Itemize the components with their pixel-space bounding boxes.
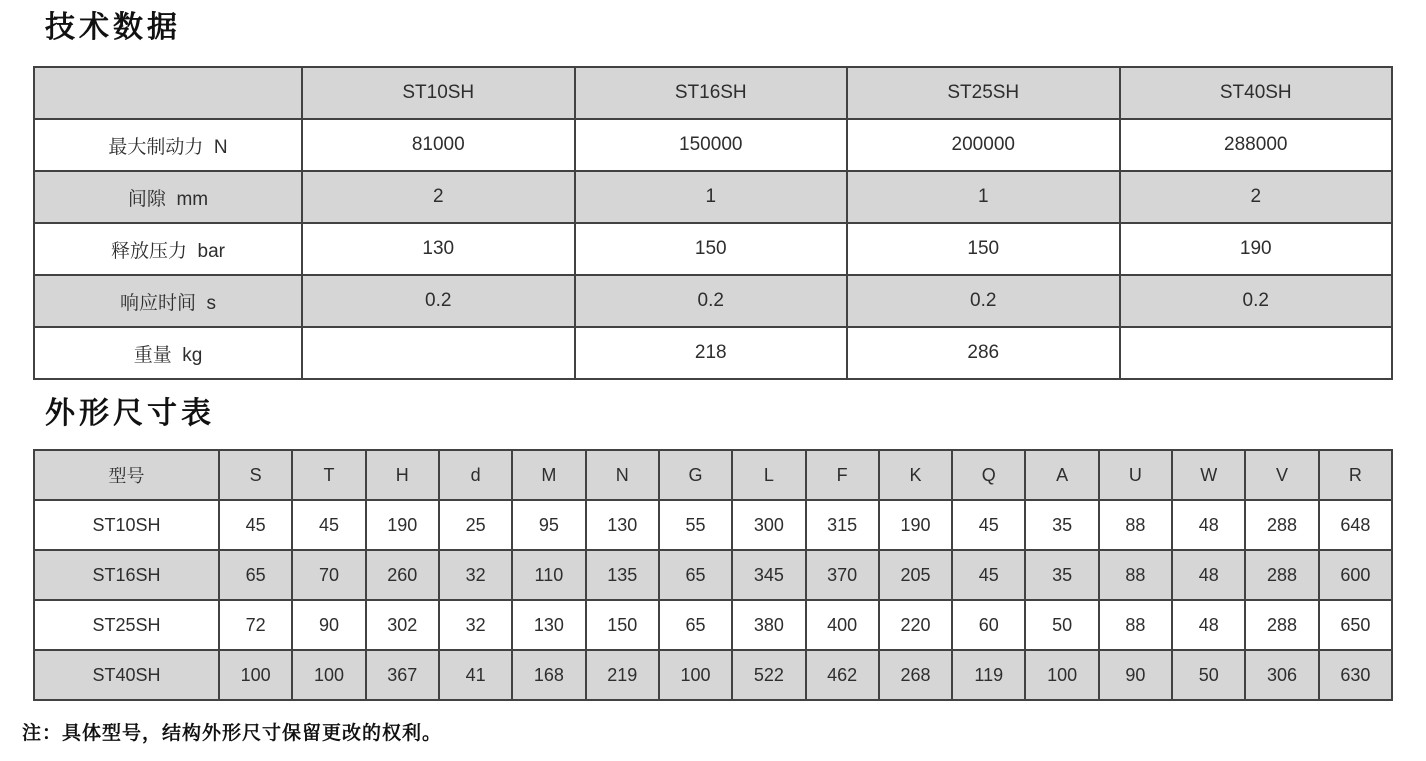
value-cell: 48 <box>1172 500 1245 550</box>
row-label: 释放压力 bar <box>34 223 302 275</box>
row-label: 重量 kg <box>34 327 302 379</box>
column-header: L <box>732 450 805 500</box>
column-header: Q <box>952 450 1025 500</box>
row-label: 响应时间 s <box>34 275 302 327</box>
value-cell: 70 <box>292 550 365 600</box>
value-cell: 45 <box>952 500 1025 550</box>
value-cell: 0.2 <box>575 275 848 327</box>
value-cell: 45 <box>292 500 365 550</box>
value-cell: 150 <box>575 223 848 275</box>
column-header: ST10SH <box>302 67 575 119</box>
footnote: 注：具体型号，结构外形尺寸保留更改的权利。 <box>22 723 443 744</box>
value-cell: 288 <box>1245 500 1318 550</box>
value-cell: 205 <box>879 550 952 600</box>
value-cell: 48 <box>1172 600 1245 650</box>
value-cell: 315 <box>806 500 879 550</box>
row-label: 最大制动力 N <box>34 119 302 171</box>
value-cell: 370 <box>806 550 879 600</box>
dimensions-table <box>33 449 1393 701</box>
value-cell: 130 <box>586 500 659 550</box>
value-cell: 65 <box>659 550 732 600</box>
value-cell: 288 <box>1245 600 1318 650</box>
value-cell: 48 <box>1172 550 1245 600</box>
value-cell: 100 <box>219 650 292 700</box>
value-cell: 260 <box>366 550 439 600</box>
value-cell: 268 <box>879 650 952 700</box>
table-row <box>34 600 1392 650</box>
value-cell: 88 <box>1099 550 1172 600</box>
column-header: U <box>1099 450 1172 500</box>
column-header: K <box>879 450 952 500</box>
column-header: ST25SH <box>847 67 1120 119</box>
value-cell: 286 <box>847 327 1120 379</box>
value-cell: 150000 <box>575 119 848 171</box>
value-cell: 55 <box>659 500 732 550</box>
value-cell: 100 <box>659 650 732 700</box>
value-cell: 0.2 <box>847 275 1120 327</box>
value-cell: 41 <box>439 650 512 700</box>
value-cell: 0.2 <box>302 275 575 327</box>
value-cell: 288000 <box>1120 119 1393 171</box>
column-header: H <box>366 450 439 500</box>
value-cell: 50 <box>1172 650 1245 700</box>
row-label: 间隙 mm <box>34 171 302 223</box>
row-label: ST40SH <box>34 650 219 700</box>
column-header: T <box>292 450 365 500</box>
value-cell: 72 <box>219 600 292 650</box>
table-row <box>34 119 1392 171</box>
value-cell: 168 <box>512 650 585 700</box>
value-cell: 219 <box>586 650 659 700</box>
column-header: d <box>439 450 512 500</box>
header-row <box>34 67 1392 119</box>
column-header: ST40SH <box>1120 67 1393 119</box>
column-header: M <box>512 450 585 500</box>
column-header: A <box>1025 450 1098 500</box>
value-cell: 0.2 <box>1120 275 1393 327</box>
value-cell: 200000 <box>847 119 1120 171</box>
value-cell: 190 <box>1120 223 1393 275</box>
value-cell: 60 <box>952 600 1025 650</box>
value-cell: 110 <box>512 550 585 600</box>
tech-section-title: 技术数据 <box>45 11 181 44</box>
row-label: ST16SH <box>34 550 219 600</box>
table-row <box>34 650 1392 700</box>
value-cell: 367 <box>366 650 439 700</box>
value-cell: 190 <box>366 500 439 550</box>
table-row <box>34 550 1392 600</box>
value-cell: 45 <box>219 500 292 550</box>
value-cell: 1 <box>847 171 1120 223</box>
value-cell: 2 <box>1120 171 1393 223</box>
value-cell: 32 <box>439 550 512 600</box>
column-header: G <box>659 450 732 500</box>
table-row <box>34 500 1392 550</box>
value-cell: 130 <box>512 600 585 650</box>
value-cell: 300 <box>732 500 805 550</box>
value-cell: 2 <box>302 171 575 223</box>
value-cell: 25 <box>439 500 512 550</box>
column-header: S <box>219 450 292 500</box>
value-cell: 88 <box>1099 500 1172 550</box>
value-cell: 88 <box>1099 600 1172 650</box>
value-cell: 288 <box>1245 550 1318 600</box>
value-cell: 302 <box>366 600 439 650</box>
value-cell: 50 <box>1025 600 1098 650</box>
value-cell: 100 <box>292 650 365 700</box>
header-row <box>34 450 1392 500</box>
value-cell: 45 <box>952 550 1025 600</box>
value-cell: 90 <box>1099 650 1172 700</box>
value-cell: 95 <box>512 500 585 550</box>
value-cell: 648 <box>1319 500 1392 550</box>
value-cell <box>1120 327 1393 379</box>
value-cell: 600 <box>1319 550 1392 600</box>
value-cell: 522 <box>732 650 805 700</box>
value-cell: 1 <box>575 171 848 223</box>
dimensions-section-title: 外形尺寸表 <box>45 397 215 430</box>
row-label: ST10SH <box>34 500 219 550</box>
value-cell: 100 <box>1025 650 1098 700</box>
table-row <box>34 275 1392 327</box>
value-cell: 32 <box>439 600 512 650</box>
value-cell: 190 <box>879 500 952 550</box>
value-cell: 35 <box>1025 550 1098 600</box>
value-cell: 65 <box>219 550 292 600</box>
value-cell: 218 <box>575 327 848 379</box>
column-header: V <box>1245 450 1318 500</box>
value-cell: 462 <box>806 650 879 700</box>
value-cell: 150 <box>847 223 1120 275</box>
value-cell: 130 <box>302 223 575 275</box>
tech-data-table <box>33 66 1393 380</box>
value-cell: 65 <box>659 600 732 650</box>
table-row <box>34 171 1392 223</box>
table-row <box>34 223 1392 275</box>
row-label: ST25SH <box>34 600 219 650</box>
value-cell: 306 <box>1245 650 1318 700</box>
value-cell <box>302 327 575 379</box>
value-cell: 345 <box>732 550 805 600</box>
value-cell: 150 <box>586 600 659 650</box>
column-header: F <box>806 450 879 500</box>
value-cell: 400 <box>806 600 879 650</box>
table-row <box>34 327 1392 379</box>
column-header: W <box>1172 450 1245 500</box>
column-header: 型号 <box>34 450 219 500</box>
column-header <box>34 67 302 119</box>
value-cell: 119 <box>952 650 1025 700</box>
value-cell: 81000 <box>302 119 575 171</box>
column-header: R <box>1319 450 1392 500</box>
value-cell: 220 <box>879 600 952 650</box>
value-cell: 650 <box>1319 600 1392 650</box>
column-header: ST16SH <box>575 67 848 119</box>
value-cell: 135 <box>586 550 659 600</box>
value-cell: 380 <box>732 600 805 650</box>
value-cell: 90 <box>292 600 365 650</box>
column-header: N <box>586 450 659 500</box>
value-cell: 35 <box>1025 500 1098 550</box>
value-cell: 630 <box>1319 650 1392 700</box>
